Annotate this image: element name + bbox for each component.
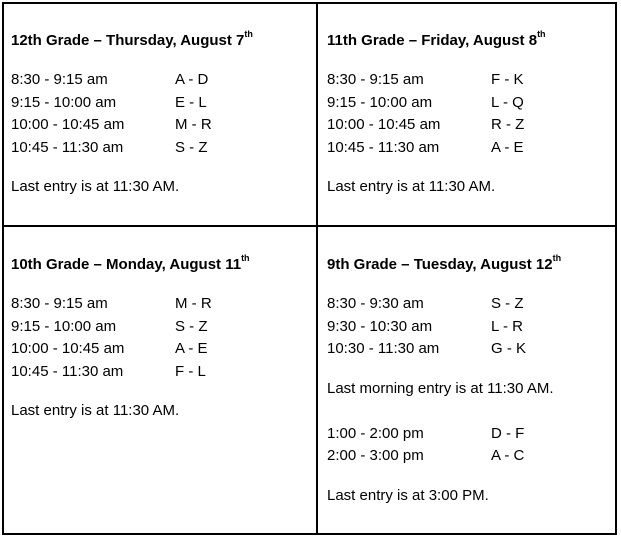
slot-time: 9:15 - 10:00 am [11,93,117,111]
slot-letters: F - K [491,71,524,88]
slot-letters: S - Z [175,138,208,156]
slot-list [327,69,546,159]
header-text: 10th Grade – Monday, August 11 [11,256,242,273]
slot-letters: A - E [175,340,208,358]
slot-row [11,92,253,115]
slot-time: 8:30 - 9:15 am [11,71,108,88]
cell-10th-grade [11,254,250,422]
slot-row [11,137,253,160]
last-entry-note: Last entry is at 11:30 AM. [11,178,180,196]
header-text: 9th Grade – Tuesday, August 12 [327,256,553,273]
slot-time: 10:45 - 11:30 am [327,138,440,156]
slot-letters: M - R [175,116,212,134]
last-entry-note: Last entry is at 3:00 PM. [327,486,489,504]
slot-time: 8:30 - 9:30 am [327,295,424,312]
cell-12th-grade [11,30,253,198]
last-entry-note: Last entry is at 11:30 AM. [11,402,180,420]
slot-letters: R - Z [491,116,525,134]
slot-row [327,445,561,468]
slot-row [327,137,546,160]
slot-time: 2:00 - 3:00 pm [327,447,424,465]
cell-9th-grade [327,254,561,507]
slot-list [11,69,253,159]
slot-time: 8:30 - 9:15 am [11,295,108,312]
slot-letters: A - C [491,447,525,465]
slot-time: 10:45 - 11:30 am [11,138,124,156]
slot-time: 9:30 - 10:30 am [327,317,433,335]
header-ordinal: th [537,29,546,39]
slot-row [327,92,546,115]
slot-letters: E - L [175,93,207,111]
slot-row [11,293,250,316]
header-text: 11th Grade – Friday, August 8 [327,32,538,49]
slot-time: 1:00 - 2:00 pm [327,424,424,442]
header-ordinal: th [244,29,253,39]
cell-header [327,254,561,276]
last-entry-note: Last entry is at 11:30 AM. [327,178,496,196]
slot-time: 9:15 - 10:00 am [327,93,433,111]
slot-list [327,293,561,361]
slot-letters: S - Z [175,317,208,335]
slot-row [11,361,250,384]
slot-time: 10:00 - 10:45 am [11,116,125,134]
slot-letters: G - K [491,340,527,358]
slot-time: 10:00 - 10:45 am [327,116,441,134]
header-text: 12th Grade – Thursday, August 7 [11,32,245,49]
slot-letters: A - D [175,71,209,88]
slot-row [11,114,253,137]
slot-row [327,316,561,339]
slot-row [327,114,546,137]
slot-row [327,69,546,92]
slot-letters: D - F [491,424,525,442]
header-ordinal: th [241,253,250,263]
slot-letters: L - Q [491,93,524,111]
cell-11th-grade [327,30,546,198]
cell-header [327,30,546,52]
slot-time: 10:45 - 11:30 am [11,362,124,380]
slot-row [11,316,250,339]
slot-time: 8:30 - 9:15 am [327,71,424,88]
slot-row [11,69,253,92]
header-ordinal: th [552,253,562,263]
cell-header [11,30,253,52]
slot-row [327,293,561,316]
slot-row [327,423,561,446]
slot-letters: M - R [175,295,212,312]
last-morning-entry-note: Last morning entry is at 11:30 AM. [327,379,554,397]
slot-time: 10:00 - 10:45 am [11,340,125,358]
afternoon-slot-list [327,423,561,468]
slot-row [327,338,561,361]
slot-time: 10:30 - 11:30 am [327,340,440,358]
slot-list [11,293,250,383]
slot-row [11,338,250,361]
slot-letters: F - L [175,362,206,380]
slot-time: 9:15 - 10:00 am [11,317,117,335]
slot-letters: L - R [491,317,523,335]
cell-header [11,254,250,276]
slot-letters: A - E [491,138,524,156]
slot-letters: S - Z [491,295,524,312]
table-row-divider [2,225,617,227]
table-column-divider [316,2,318,535]
